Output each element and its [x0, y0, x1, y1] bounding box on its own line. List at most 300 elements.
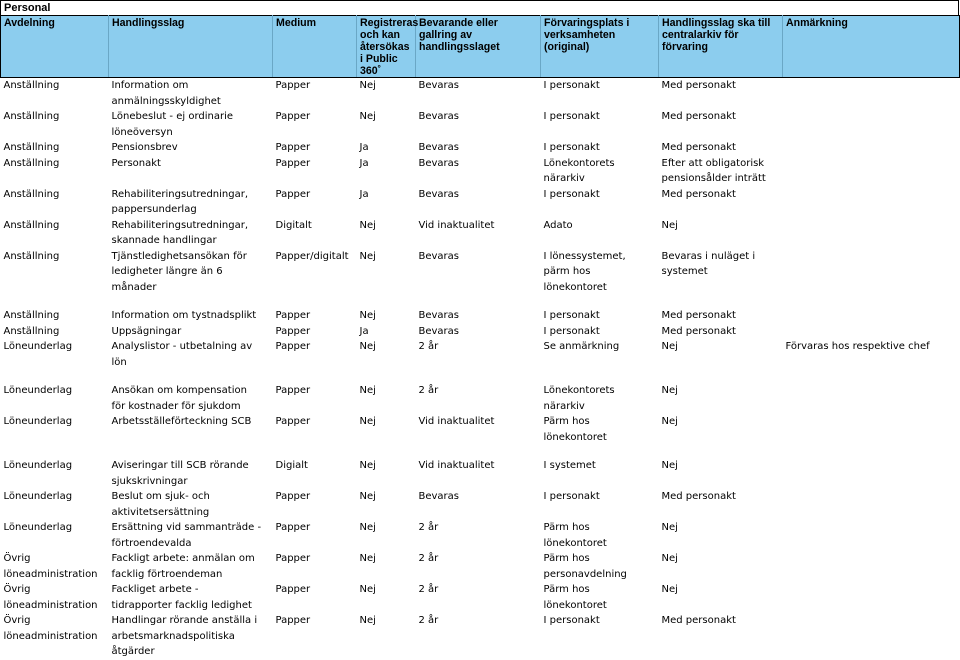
cell-avdelning-text: Övrig löneadministration	[3, 584, 98, 611]
cell-forvaringsplats	[541, 187, 659, 218]
cell-forvaringsplats-text: Adato	[543, 219, 573, 231]
cell-anmarkning	[783, 582, 960, 613]
cell-anmarkning	[783, 187, 960, 218]
cell-medium-text: Papper	[275, 341, 311, 352]
spacer-cell	[541, 370, 659, 383]
cell-registreras-text: Nej	[359, 341, 376, 352]
cell-handlingsslag-text: Lönebeslut - ej ordinarie löneöversyn	[111, 111, 234, 138]
cell-registreras-text: Nej	[359, 522, 376, 533]
cell-medium	[273, 383, 357, 414]
cell-registreras-text: Nej	[359, 416, 376, 427]
cell-centralarkiv	[659, 551, 783, 582]
spacer-cell	[357, 445, 416, 458]
cell-registreras	[357, 458, 416, 489]
cell-centralarkiv	[659, 187, 783, 218]
cell-avdelning	[1, 383, 109, 414]
table-row	[1, 613, 960, 660]
cell-centralarkiv	[659, 339, 783, 370]
cell-forvaringsplats	[541, 308, 659, 324]
cell-centralarkiv	[659, 489, 783, 520]
table-row	[1, 324, 960, 340]
cell-registreras	[357, 383, 416, 414]
cell-avdelning-text: Löneunderlag	[3, 341, 73, 352]
cell-handlingsslag	[109, 458, 273, 489]
cell-registreras-text: Nej	[359, 491, 376, 502]
cell-bevarande	[416, 613, 541, 660]
cell-anmarkning	[783, 613, 960, 660]
cell-centralarkiv	[659, 78, 783, 110]
cell-anmarkning	[783, 551, 960, 582]
cell-centralarkiv-text: Med personakt	[661, 615, 736, 626]
cell-medium-text: Papper	[275, 188, 311, 200]
cell-bevarande-text: Bevaras	[418, 80, 460, 91]
cell-bevarande	[416, 78, 541, 110]
header-avdelning: Avdelning	[1, 16, 109, 78]
cell-medium-text: Papper	[275, 111, 311, 122]
cell-registreras	[357, 324, 416, 340]
header-centralarkiv: Handlingsslag ska till centralarkiv för förvaring	[659, 16, 783, 78]
spacer-cell	[416, 445, 541, 458]
cell-anmarkning	[783, 458, 960, 489]
cell-avdelning-text: Löneunderlag	[3, 385, 73, 396]
table-row	[1, 339, 960, 370]
header-handlingsslag: Handlingsslag	[109, 16, 273, 78]
cell-avdelning-text: Löneunderlag	[3, 460, 73, 471]
cell-bevarande	[416, 140, 541, 156]
cell-forvaringsplats	[541, 458, 659, 489]
cell-handlingsslag-text: Pensionsbrev	[111, 142, 178, 153]
cell-medium	[273, 218, 357, 249]
cell-avdelning	[1, 414, 109, 445]
cell-centralarkiv-text: Med personakt	[661, 142, 736, 153]
spacer-cell	[659, 445, 783, 458]
cell-centralarkiv	[659, 109, 783, 140]
cell-avdelning-text: Löneunderlag	[3, 522, 73, 533]
cell-bevarande-text: Vid inaktualitet	[418, 416, 495, 427]
cell-registreras	[357, 140, 416, 156]
cell-medium	[273, 324, 357, 340]
cell-registreras	[357, 156, 416, 187]
cell-avdelning	[1, 78, 109, 110]
spacer-cell	[416, 295, 541, 308]
cell-forvaringsplats	[541, 613, 659, 660]
table-row	[1, 109, 960, 140]
cell-avdelning	[1, 613, 109, 660]
table-row	[1, 187, 960, 218]
cell-forvaringsplats-text: Pärm hos lönekontoret	[543, 416, 607, 443]
table-row	[1, 218, 960, 249]
cell-centralarkiv	[659, 582, 783, 613]
cell-medium	[273, 78, 357, 110]
cell-registreras	[357, 109, 416, 140]
cell-forvaringsplats-text: I personakt	[543, 325, 600, 337]
cell-avdelning	[1, 249, 109, 296]
cell-handlingsslag	[109, 78, 273, 110]
cell-medium	[273, 489, 357, 520]
cell-avdelning-text: Anställning	[3, 250, 60, 262]
cell-anmarkning	[783, 520, 960, 551]
cell-bevarande-text: Bevaras	[418, 111, 460, 122]
cell-centralarkiv	[659, 613, 783, 660]
spacer-row	[1, 370, 960, 383]
cell-bevarande	[416, 520, 541, 551]
cell-medium	[273, 109, 357, 140]
spacer-row	[1, 295, 960, 308]
cell-medium	[273, 458, 357, 489]
cell-avdelning	[1, 109, 109, 140]
cell-bevarande	[416, 458, 541, 489]
cell-avdelning-text: Övrig löneadministration	[3, 553, 98, 580]
cell-registreras	[357, 339, 416, 370]
spacer-cell	[109, 295, 273, 308]
table-row	[1, 582, 960, 613]
cell-forvaringsplats	[541, 218, 659, 249]
cell-forvaringsplats-text: Lönekontorets närarkiv	[543, 157, 615, 184]
cell-bevarande-text: Bevaras	[418, 142, 460, 153]
cell-avdelning	[1, 218, 109, 249]
cell-bevarande	[416, 582, 541, 613]
cell-anmarkning	[783, 489, 960, 520]
spacer-cell	[1, 445, 109, 458]
cell-forvaringsplats	[541, 249, 659, 296]
records-table	[0, 15, 960, 660]
cell-bevarande	[416, 383, 541, 414]
cell-registreras-text: Nej	[359, 385, 376, 396]
cell-registreras-text: Ja	[359, 157, 369, 169]
cell-bevarande	[416, 218, 541, 249]
cell-avdelning-text: Löneunderlag	[3, 416, 73, 427]
table-row	[1, 156, 960, 187]
cell-medium	[273, 613, 357, 660]
cell-registreras	[357, 249, 416, 296]
spacer-cell	[357, 295, 416, 308]
cell-registreras-text: Nej	[359, 111, 376, 122]
cell-medium-text: Papper	[275, 385, 311, 396]
cell-bevarande-text: 2 år	[418, 584, 439, 595]
cell-handlingsslag	[109, 489, 273, 520]
cell-avdelning	[1, 187, 109, 218]
cell-forvaringsplats	[541, 140, 659, 156]
cell-bevarande-text: Bevaras	[418, 157, 460, 169]
cell-registreras	[357, 414, 416, 445]
cell-forvaringsplats	[541, 489, 659, 520]
cell-handlingsslag-text: Ansökan om kompensation för kostnader för sjukdom	[111, 385, 247, 412]
spacer-cell	[273, 295, 357, 308]
cell-medium-text: Papper	[275, 553, 311, 564]
cell-medium-text: Papper	[275, 80, 311, 91]
cell-centralarkiv-text: Nej	[661, 341, 678, 352]
cell-bevarande-text: Vid inaktualitet	[418, 460, 495, 471]
cell-handlingsslag-text: Information om anmälningsskyldighet	[111, 80, 221, 107]
cell-bevarande	[416, 489, 541, 520]
cell-forvaringsplats	[541, 156, 659, 187]
header-medium: Medium	[273, 16, 357, 78]
cell-handlingsslag-text: Handlingar rörande anställa i arbetsmarknadspolitiska åtgärder	[111, 615, 258, 657]
cell-avdelning-text: Anställning	[3, 188, 60, 200]
cell-registreras	[357, 187, 416, 218]
cell-medium-text: Papper	[275, 584, 311, 595]
cell-medium	[273, 520, 357, 551]
cell-bevarande	[416, 109, 541, 140]
cell-forvaringsplats	[541, 582, 659, 613]
cell-medium	[273, 156, 357, 187]
cell-centralarkiv	[659, 324, 783, 340]
cell-handlingsslag-text: Arbetsställeförteckning SCB	[111, 416, 252, 427]
cell-forvaringsplats	[541, 383, 659, 414]
header-row	[1, 16, 960, 78]
cell-medium-text: Papper	[275, 325, 311, 337]
cell-medium-text: Papper	[275, 142, 311, 153]
table-row	[1, 383, 960, 414]
cell-avdelning-text: Anställning	[3, 142, 60, 153]
cell-bevarande-text: Bevaras	[418, 188, 460, 200]
cell-forvaringsplats	[541, 339, 659, 370]
spacer-cell	[1, 295, 109, 308]
cell-anmarkning	[783, 249, 960, 296]
cell-registreras-text: Nej	[359, 460, 376, 471]
cell-avdelning-text: Anställning	[3, 219, 60, 231]
cell-centralarkiv	[659, 218, 783, 249]
cell-bevarande	[416, 308, 541, 324]
cell-bevarande-text: 2 år	[418, 522, 439, 533]
table-row	[1, 489, 960, 520]
cell-handlingsslag	[109, 520, 273, 551]
cell-handlingsslag	[109, 551, 273, 582]
cell-forvaringsplats	[541, 324, 659, 340]
cell-anmarkning-text: Förvaras hos respektive chef	[785, 341, 930, 352]
cell-handlingsslag	[109, 383, 273, 414]
spacer-cell	[659, 370, 783, 383]
cell-anmarkning	[783, 308, 960, 324]
cell-centralarkiv	[659, 249, 783, 296]
cell-handlingsslag	[109, 339, 273, 370]
table-row	[1, 249, 960, 296]
cell-registreras-text: Ja	[359, 142, 369, 153]
cell-avdelning-text: Löneunderlag	[3, 491, 73, 502]
cell-handlingsslag-text: Personakt	[111, 157, 161, 169]
cell-bevarande	[416, 156, 541, 187]
cell-registreras-text: Nej	[359, 310, 376, 321]
cell-handlingsslag-text: Aviseringar till SCB rörande sjukskrivningar	[111, 460, 249, 487]
spacer-cell	[783, 370, 960, 383]
cell-avdelning	[1, 551, 109, 582]
cell-bevarande	[416, 551, 541, 582]
spacer-row	[1, 445, 960, 458]
table-row	[1, 140, 960, 156]
table-row	[1, 414, 960, 445]
cell-registreras-text: Nej	[359, 250, 376, 262]
cell-handlingsslag-text: Rehabiliteringsutredningar, skannade handlingar	[111, 219, 249, 246]
cell-bevarande-text: 2 år	[418, 341, 439, 352]
cell-avdelning	[1, 489, 109, 520]
cell-medium-text: Papper	[275, 522, 311, 533]
cell-forvaringsplats-text: I personakt	[543, 80, 600, 91]
cell-centralarkiv-text: Nej	[661, 416, 678, 427]
cell-avdelning	[1, 156, 109, 187]
cell-anmarkning	[783, 140, 960, 156]
cell-bevarande-text: Bevaras	[418, 250, 460, 262]
cell-centralarkiv-text: Bevaras i nuläget i systemet	[661, 250, 756, 277]
cell-forvaringsplats-text: I personakt	[543, 310, 600, 321]
spacer-cell	[273, 445, 357, 458]
cell-forvaringsplats-text: Se anmärkning	[543, 341, 620, 352]
cell-anmarkning	[783, 109, 960, 140]
cell-registreras-text: Nej	[359, 584, 376, 595]
cell-centralarkiv	[659, 383, 783, 414]
cell-bevarande-text: Vid inaktualitet	[418, 219, 495, 231]
table-row	[1, 458, 960, 489]
cell-centralarkiv-text: Nej	[661, 219, 678, 231]
table-row	[1, 308, 960, 324]
cell-handlingsslag	[109, 109, 273, 140]
cell-avdelning	[1, 308, 109, 324]
cell-handlingsslag	[109, 156, 273, 187]
cell-avdelning	[1, 339, 109, 370]
cell-centralarkiv	[659, 140, 783, 156]
cell-medium	[273, 140, 357, 156]
cell-centralarkiv-text: Nej	[661, 460, 678, 471]
cell-forvaringsplats-text: Pärm hos lönekontoret	[543, 522, 607, 549]
spacer-cell	[659, 295, 783, 308]
spacer-cell	[109, 370, 273, 383]
cell-centralarkiv-text: Nej	[661, 522, 678, 533]
cell-bevarande-text: Bevaras	[418, 325, 460, 337]
cell-avdelning-text: Anställning	[3, 157, 60, 169]
cell-registreras	[357, 489, 416, 520]
cell-centralarkiv	[659, 414, 783, 445]
cell-medium	[273, 249, 357, 296]
cell-anmarkning	[783, 156, 960, 187]
cell-bevarande-text: Bevaras	[418, 491, 460, 502]
cell-avdelning-text: Övrig löneadministration	[3, 615, 98, 642]
table-row	[1, 520, 960, 551]
cell-forvaringsplats	[541, 78, 659, 110]
cell-registreras-text: Nej	[359, 219, 376, 231]
cell-bevarande-text: 2 år	[418, 615, 439, 626]
cell-handlingsslag	[109, 414, 273, 445]
cell-centralarkiv-text: Med personakt	[661, 491, 736, 502]
table-row	[1, 551, 960, 582]
cell-medium-text: Papper/digitalt	[275, 250, 349, 262]
cell-medium-text: Papper	[275, 310, 311, 321]
spacer-cell	[783, 295, 960, 308]
cell-forvaringsplats-text: I lönessystemet, pärm hos lönekontoret	[543, 250, 626, 293]
cell-forvaringsplats-text: Pärm hos personavdelning	[543, 553, 627, 580]
spacer-cell	[109, 445, 273, 458]
cell-centralarkiv	[659, 156, 783, 187]
cell-medium	[273, 582, 357, 613]
cell-avdelning	[1, 582, 109, 613]
spacer-cell	[416, 370, 541, 383]
cell-centralarkiv-text: Med personakt	[661, 310, 736, 321]
spacer-cell	[541, 295, 659, 308]
cell-centralarkiv-text: Efter att obligatorisk pensionsålder inträtt	[661, 157, 766, 184]
cell-centralarkiv-text: Med personakt	[661, 111, 736, 122]
cell-bevarande	[416, 249, 541, 296]
cell-handlingsslag-text: Analyslistor - utbetalning av lön	[111, 341, 253, 368]
cell-handlingsslag-text: Uppsägningar	[111, 325, 182, 337]
cell-medium	[273, 414, 357, 445]
spacer-cell	[357, 370, 416, 383]
cell-registreras	[357, 218, 416, 249]
cell-registreras-text: Nej	[359, 615, 376, 626]
cell-anmarkning	[783, 218, 960, 249]
cell-handlingsslag-text: Fackliget arbete - tidrapporter facklig ledighet	[111, 584, 252, 611]
cell-bevarande-text: 2 år	[418, 553, 439, 564]
cell-medium-text: Papper	[275, 491, 311, 502]
cell-registreras-text: Ja	[359, 325, 369, 337]
cell-anmarkning	[783, 78, 960, 110]
cell-centralarkiv-text: Nej	[661, 584, 678, 595]
cell-anmarkning	[783, 383, 960, 414]
cell-avdelning-text: Anställning	[3, 80, 60, 91]
cell-centralarkiv-text: Med personakt	[661, 188, 736, 200]
cell-avdelning	[1, 458, 109, 489]
cell-avdelning-text: Anställning	[3, 310, 60, 321]
cell-forvaringsplats-text: I personakt	[543, 142, 600, 153]
cell-centralarkiv-text: Nej	[661, 385, 678, 396]
cell-forvaringsplats	[541, 551, 659, 582]
cell-registreras-text: Nej	[359, 553, 376, 564]
cell-medium-text: Papper	[275, 615, 311, 626]
cell-registreras	[357, 78, 416, 110]
cell-medium	[273, 187, 357, 218]
cell-medium-text: Papper	[275, 157, 311, 169]
cell-registreras	[357, 308, 416, 324]
cell-medium	[273, 551, 357, 582]
table-row	[1, 78, 960, 110]
cell-forvaringsplats-text: Pärm hos lönekontoret	[543, 584, 607, 611]
spacer-cell	[273, 370, 357, 383]
cell-handlingsslag	[109, 582, 273, 613]
cell-handlingsslag	[109, 218, 273, 249]
cell-centralarkiv-text: Med personakt	[661, 80, 736, 91]
cell-handlingsslag-text: Fackligt arbete: anmälan om facklig förtroendeman	[111, 553, 255, 580]
cell-forvaringsplats-text: I personakt	[543, 188, 600, 200]
header-registreras: Registreras och kan återsökas i Public 360˚	[357, 16, 416, 78]
cell-bevarande	[416, 187, 541, 218]
cell-handlingsslag	[109, 140, 273, 156]
cell-handlingsslag-text: Ersättning vid sammanträde - förtroendevalda	[111, 522, 262, 549]
cell-bevarande-text: Bevaras	[418, 310, 460, 321]
cell-registreras-text: Ja	[359, 188, 369, 200]
cell-medium-text: Digitalt	[275, 219, 312, 231]
cell-forvaringsplats	[541, 520, 659, 551]
spacer-cell	[541, 445, 659, 458]
cell-handlingsslag-text: Tjänstledighetsansökan för ledigheter längre än 6 månader	[111, 250, 247, 293]
cell-handlingsslag	[109, 308, 273, 324]
header-anmarkning: Anmärkning	[783, 16, 960, 78]
header-bevarande: Bevarande eller gallring av handlingsslaget	[416, 16, 541, 78]
cell-registreras	[357, 520, 416, 551]
cell-handlingsslag-text: Beslut om sjuk- och aktivitetsersättning	[111, 491, 210, 518]
cell-forvaringsplats-text: I personakt	[543, 491, 600, 502]
cell-anmarkning	[783, 414, 960, 445]
cell-avdelning-text: Anställning	[3, 111, 60, 122]
cell-forvaringsplats-text: I personakt	[543, 111, 600, 122]
cell-avdelning	[1, 140, 109, 156]
cell-handlingsslag	[109, 324, 273, 340]
cell-handlingsslag-text: Rehabiliteringsutredningar, pappersunderlag	[111, 188, 249, 215]
cell-handlingsslag	[109, 187, 273, 218]
cell-medium	[273, 308, 357, 324]
cell-medium	[273, 339, 357, 370]
cell-registreras-text: Nej	[359, 80, 376, 91]
cell-registreras	[357, 613, 416, 660]
cell-bevarande	[416, 414, 541, 445]
cell-centralarkiv	[659, 308, 783, 324]
cell-registreras	[357, 582, 416, 613]
